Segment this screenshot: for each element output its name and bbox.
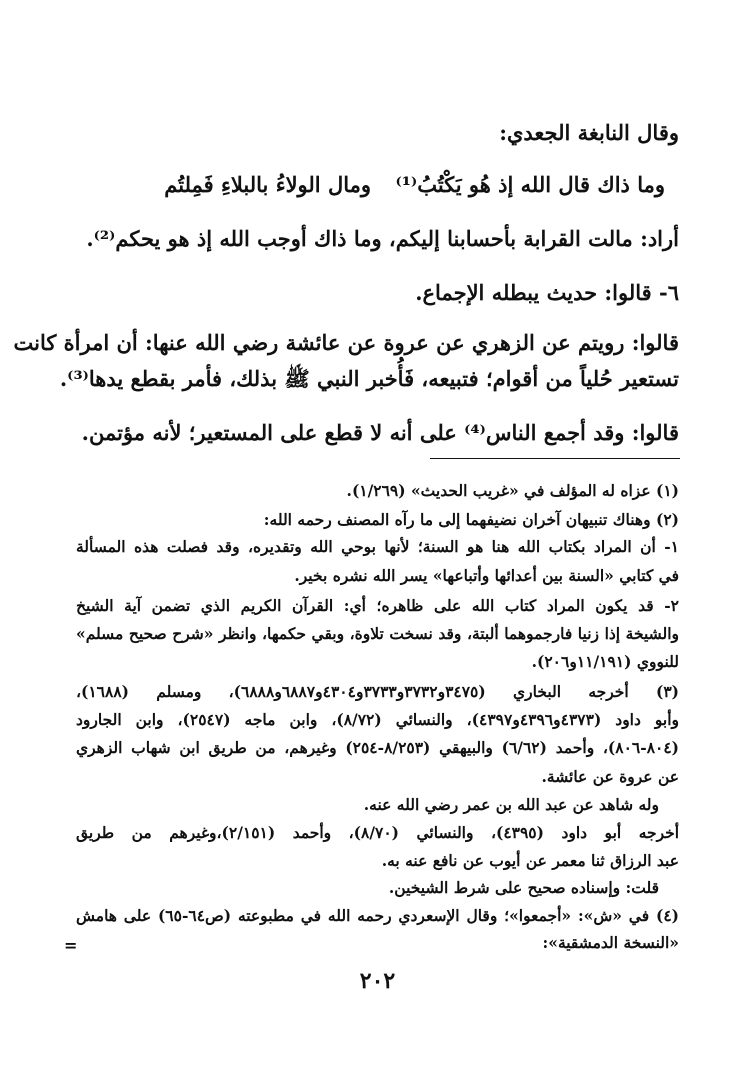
main-line-4: ٦- قالوا: حديث يبطله الإجماع. [415,280,679,305]
footnote-line: عبد الرزاق ثنا معمر عن أيوب عن نافع عنه به. [381,851,679,870]
footnote-2: (٢) وهناك تنبيهان آخران نضيفهما إلى ما رآه المصنف رحمه الله: [263,510,679,529]
footnote-line: (٨٠٤-٨٠٦)، وأحمد (٦/٦٢) والبيهقي (٨/٢٥٣-٢٥٤) وغيرهم، من طريق ابن شهاب الزهري [76,738,680,757]
main-line-1: وقال النابغة الجعدي: [499,120,679,145]
main-line-3: أراد: مالت القرابة بأحسابنا إليكم، وما ذاك أوجب الله إذ هو يحكم⁽²⁾. [86,226,679,251]
footnote-line: وله شاهد عن عبد الله بن عمر رضي الله عنه. [363,795,659,814]
footnote-line: وأبو داود (٤٣٧٣و٤٣٩٦و٤٣٩٧)، والنسائي (٨/٧٢)، وابن ماجه (٢٥٤٧)، وابن الجارود [76,710,680,729]
footnote-line: ٢- قد يكون المراد كتاب الله على ظاهره؛ أي: القرآن الكريم الذي تضمن آية الشيخ [76,596,679,615]
continuation-mark: = [64,936,78,955]
footnote-line: «النسخة الدمشقية»: [542,933,679,952]
verse-hemistich-2: وما ذاك قال الله إذ هُو يَكْتُبُ⁽¹⁾ [395,172,665,197]
footnote-line: ١- أن المراد بكتاب الله هنا هو السنة؛ لأنها بوحي الله وتقديره، وقد فصلت هذه المسألة [76,537,679,556]
footnote-1: (١) عزاه له المؤلف في «غريب الحديث» (١/٢٦٩). [346,481,679,500]
footnote-line: أخرجه أبو داود (٤٣٩٥)، والنسائي (٨/٧٠)، وأحمد (٢/١٥١)،وغيرهم من طريق [76,823,680,842]
verse-hemistich-1: ومال الولاءُ بالبلاءِ فَمِلتُم [164,172,371,197]
footnote-line: للنووي (١١/١٩١و٢٠٦). [531,652,679,671]
footnote-line: قلت: وإسناده صحيح على شرط الشيخين. [388,878,659,897]
footnote-separator [430,458,680,459]
main-line-5: قالوا: رويتم عن الزهري عن عروة عن عائشة رضي الله عنها: أن امرأة كانت [13,330,679,355]
main-line-6: تستعير حُلياً من أقوام؛ فتبيعه، فَأُخبر النبي ﷺ بذلك، فأمر بقطع يدها⁽³⁾. [59,366,679,391]
footnote-4: (٤) في «ش»: «أجمعوا»؛ وقال الإسعردي رحمه الله في مطبوعته (ص٦٤-٦٥) على هامش [76,906,679,925]
footnote-3: (٣) أخرجه البخاري (٣٤٧٥و٣٧٣٢و٣٧٣٣و٤٣٠٤و٦٨٨٧و٦٨٨٨)، ومسلم (١٦٨٨)، [76,682,679,701]
main-line-7: قالوا: وقد أجمع الناس⁽⁴⁾ على أنه لا قطع على المستعير؛ لأنه مؤتمن. [81,420,679,445]
footnote-line: في كتابي «السنة بين أعدائها وأتباعها» يسر الله نشره بخير. [294,566,679,585]
footnote-line: والشيخة إذا زنيا فارجموهما ألبتة، وقد نسخت تلاوة، وبقي حكمها، وانظر «شرح صحيح مسلم» [76,624,679,643]
footnote-line: عن عروة عن عائشة. [541,767,679,786]
page-number: ٢٠٢ [359,968,396,994]
